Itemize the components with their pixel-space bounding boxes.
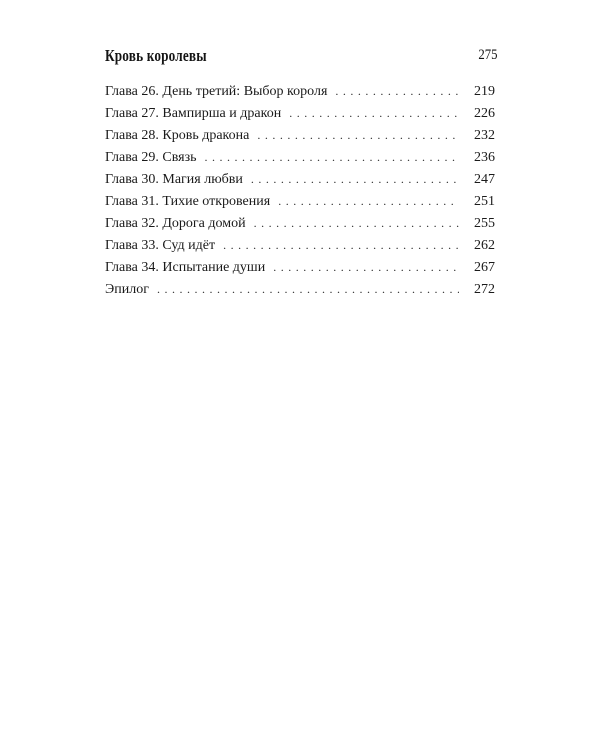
dot-leader <box>223 234 459 256</box>
toc-entry-title: Глава 29. Связь <box>105 150 197 165</box>
toc-entry <box>105 190 495 212</box>
toc-entry <box>105 278 495 300</box>
toc-entry-page: 232 <box>474 128 495 143</box>
toc-entry <box>105 102 495 124</box>
dot-leader <box>273 256 459 278</box>
toc-entry-page: 219 <box>474 84 495 99</box>
toc-entry <box>105 80 495 102</box>
toc-entry-title: Глава 34. Испытание души <box>105 260 266 275</box>
toc-entry-page: 247 <box>474 172 495 187</box>
toc-entry-page: 272 <box>474 282 495 297</box>
dot-leader <box>335 80 459 102</box>
book-title: Кровь королевы <box>105 46 207 65</box>
toc-entry-page: 251 <box>474 194 495 209</box>
toc-entry <box>105 234 495 256</box>
dot-leader <box>251 168 459 190</box>
toc-entry-page: 262 <box>474 238 495 253</box>
dot-leader <box>278 190 459 212</box>
toc-entry-title: Глава 33. Суд идёт <box>105 238 216 253</box>
dot-leader <box>289 102 459 124</box>
toc-entry <box>105 168 495 190</box>
toc-entry-page: 236 <box>474 150 495 165</box>
table-of-contents <box>105 80 495 300</box>
toc-entry-page: 226 <box>474 106 495 121</box>
toc-entry <box>105 212 495 234</box>
toc-entry <box>105 256 495 278</box>
toc-entry-title: Глава 28. Кровь дракона <box>105 128 250 143</box>
toc-entry <box>105 124 495 146</box>
dot-leader <box>157 278 459 300</box>
dot-leader <box>254 212 459 234</box>
page-number: 275 <box>477 47 497 63</box>
toc-entry-title: Глава 31. Тихие откровения <box>105 194 271 209</box>
running-header <box>105 46 497 70</box>
toc-entry <box>105 146 495 168</box>
toc-entry-title: Глава 30. Магия любви <box>105 172 243 187</box>
toc-entry-title: Эпилог <box>105 282 149 297</box>
dot-leader <box>205 146 460 168</box>
toc-entry-title: Глава 26. День третий: Выбор короля <box>105 84 328 99</box>
toc-entry-title: Глава 27. Вампирша и дракон <box>105 106 282 121</box>
dot-leader <box>257 124 459 146</box>
toc-entry-page: 267 <box>474 260 495 275</box>
toc-entry-page: 255 <box>474 216 495 231</box>
toc-entry-title: Глава 32. Дорога домой <box>105 216 246 231</box>
